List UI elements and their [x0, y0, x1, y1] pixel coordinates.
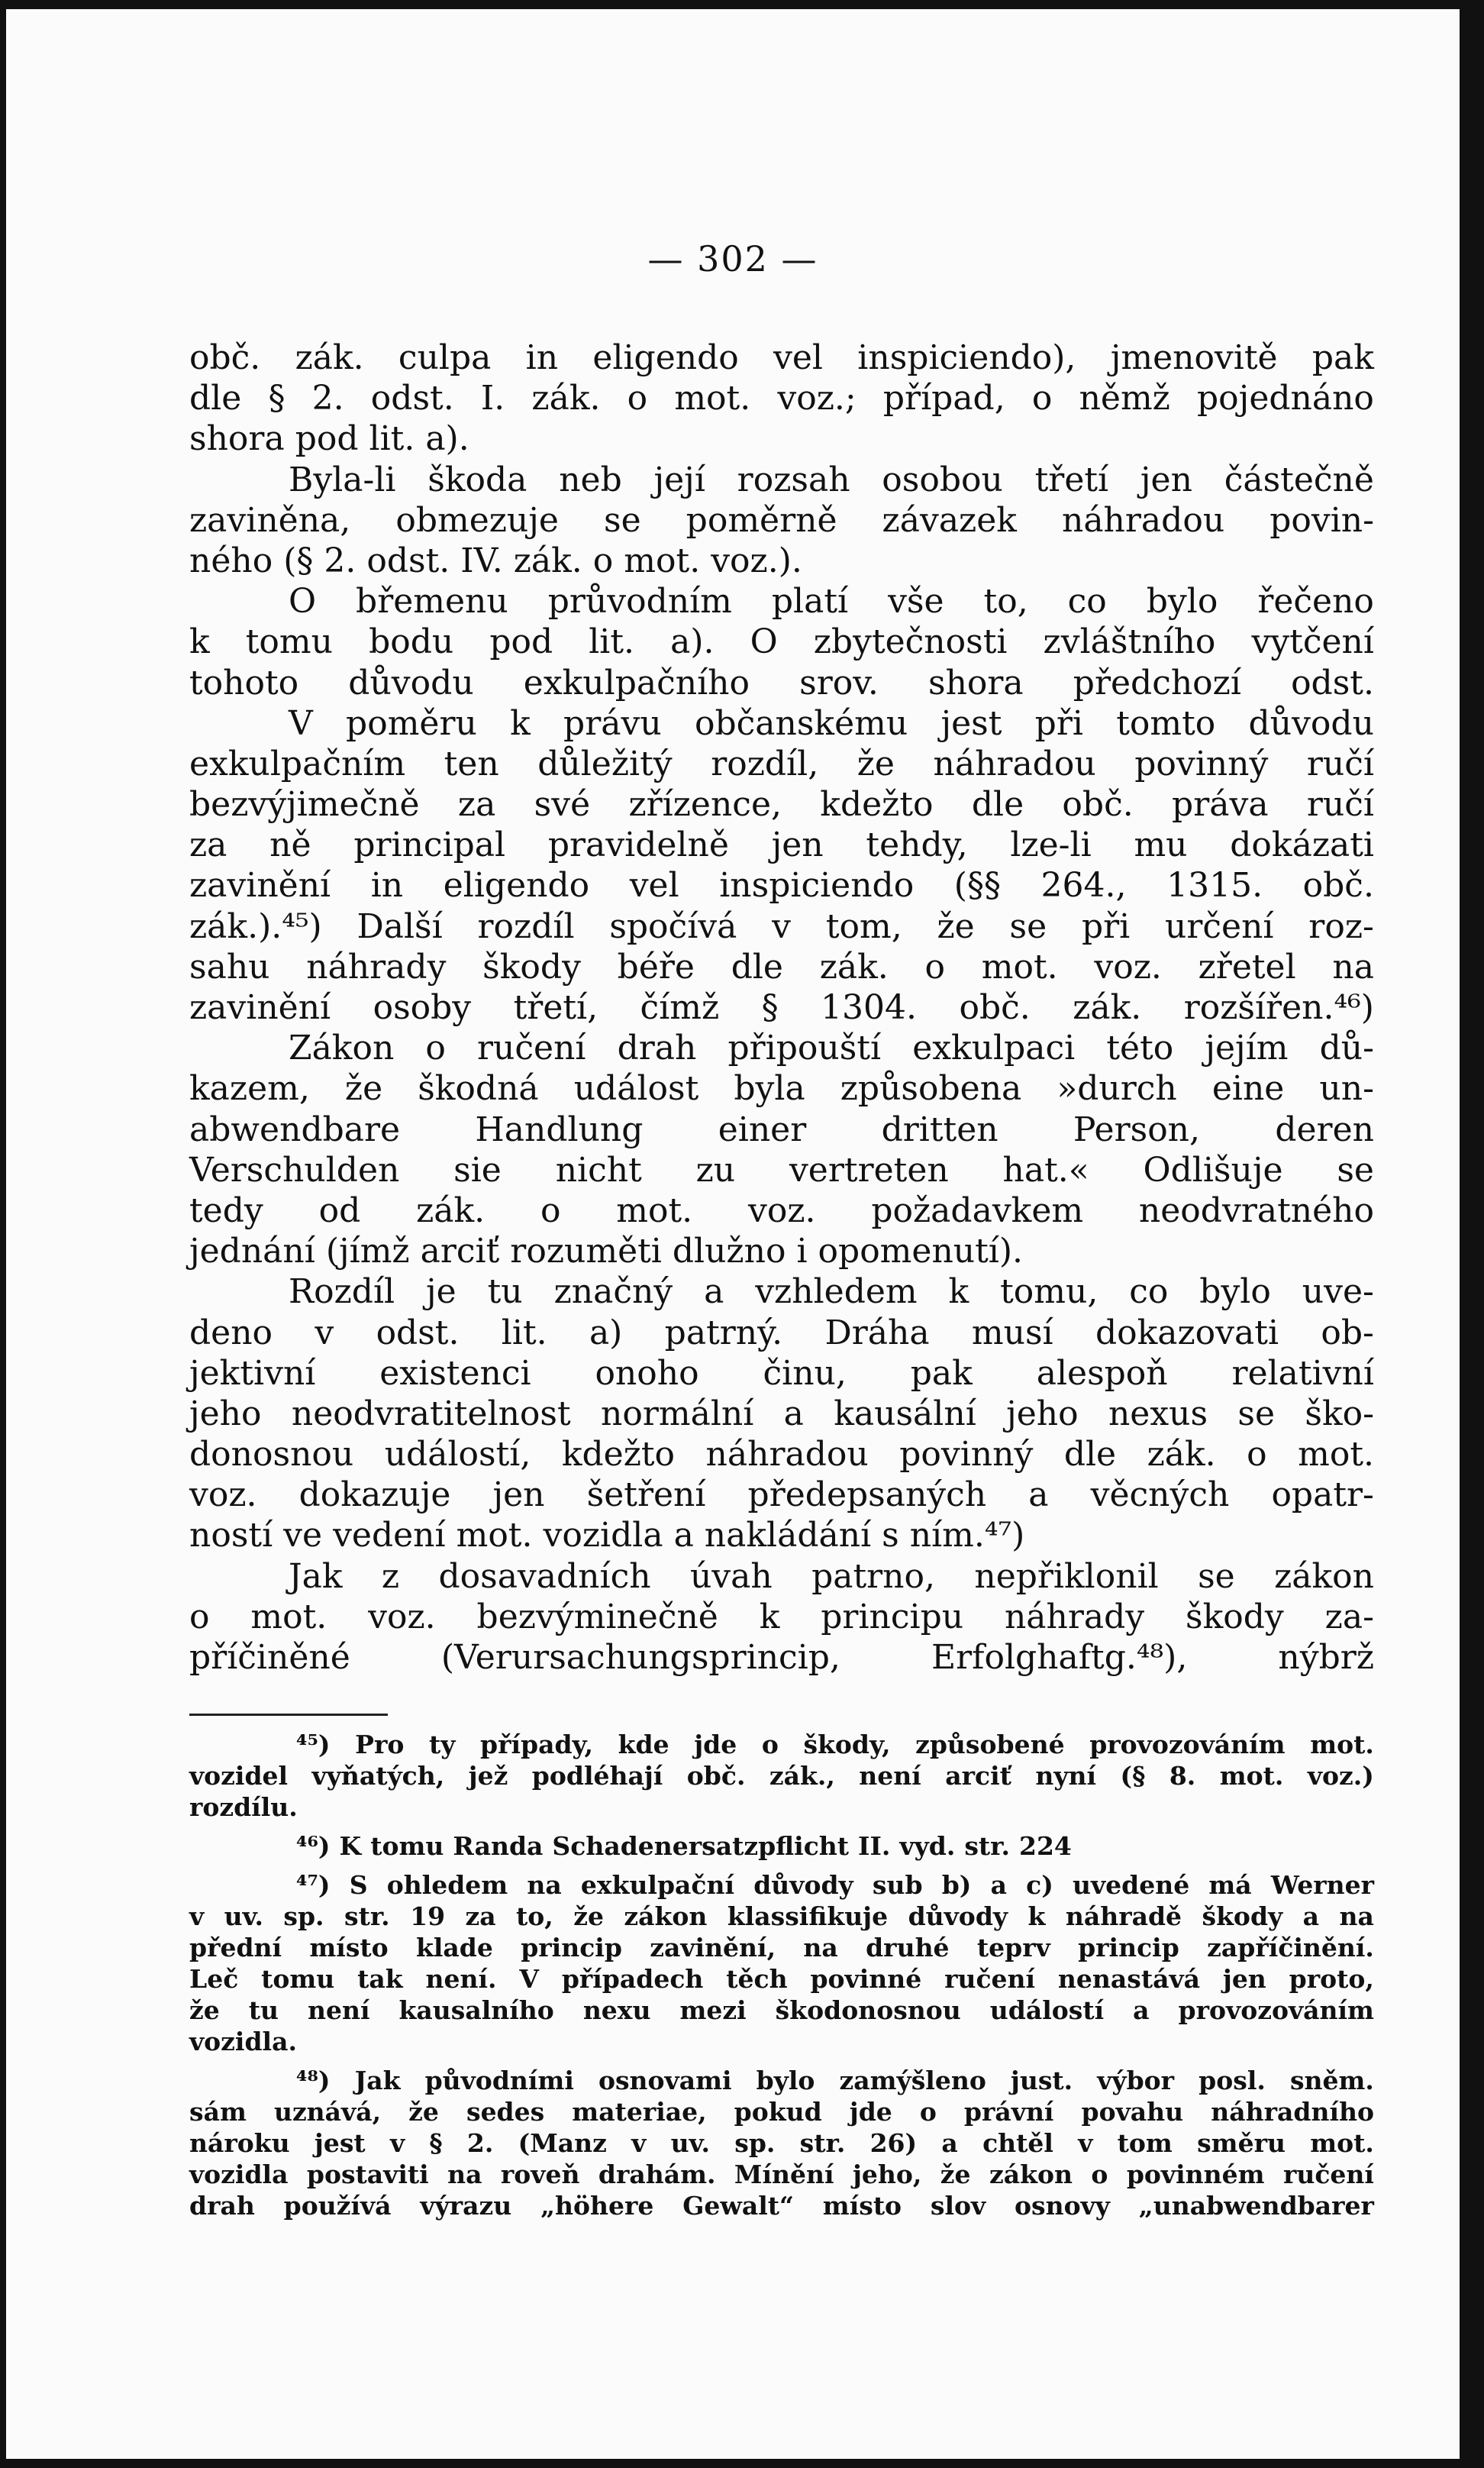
footnote-line: v uv. sp. str. 19 za to, že zákon klassifikuje důvody k náhradě škody a na — [189, 1901, 1374, 1931]
footnote-line: rozdílu. — [189, 1792, 298, 1822]
footnote-line: drah používá výrazu „höhere Gewalt“ místo slov osnovy „unabwendbarer — [189, 2191, 1374, 2221]
page-number: — 302 — — [647, 238, 818, 279]
text-line: jednání (jímž arciť rozuměti dlužno i opomenutí). — [189, 1232, 1024, 1271]
footnote-line: sám uznává, že sedes materiae, pokud jde o právní povahu náhradního — [189, 2097, 1374, 2127]
text-line: bezvýjimečně za své zřízence, kdežto dle obč. práva ručí — [189, 785, 1374, 825]
text-line: zavinění osoby třetí, čímž § 1304. obč. zák. rozšířen.⁴⁶) — [189, 988, 1374, 1027]
text-line: sahu náhrady škody béře dle zák. o mot. voz. zřetel na — [189, 947, 1374, 987]
text-line: jektivní existenci onoho činu, pak alespoň relativní — [189, 1353, 1374, 1393]
footnote-line: přední místo klade princip zavinění, na druhé teprv princip zapříčinění. — [189, 1933, 1374, 1962]
text-line: kazem, že škodná událost byla způsobena »durch eine un- — [189, 1069, 1374, 1109]
text-line: ného (§ 2. odst. IV. zák. o mot. voz.). — [189, 541, 802, 580]
main-text — [189, 338, 1374, 1678]
text-line: dle § 2. odst. I. zák. o mot. voz.; případ, o němž pojednáno — [189, 379, 1374, 418]
text-line: exkulpačním ten důležitý rozdíl, že náhradou povinný ručí — [189, 744, 1374, 783]
footnote-line: ⁴⁶) K tomu Randa Schadenersatzpflicht II. vyd. str. 224 — [296, 1831, 1072, 1861]
text-line: příčiněné (Verursachungsprincip, Erfolghaftg.⁴⁸), nýbrž — [189, 1638, 1374, 1677]
footnote-line: vozidel vyňatých, jež podléhají obč. zák., není arciť nyní (§ 8. mot. voz.) — [189, 1761, 1374, 1791]
text-line: o mot. voz. bezvýminečně k principu náhrady škody za- — [189, 1597, 1374, 1636]
text-line: Rozdíl je tu značný a vzhledem k tomu, co bylo uve- — [289, 1272, 1374, 1312]
text-line: zák.).⁴⁵) Další rozdíl spočívá v tom, že se při určení roz- — [189, 906, 1374, 946]
text-line: tohoto důvodu exkulpačního srov. shora předchozí odst. — [189, 663, 1374, 703]
text-line: V poměru k právu občanskému jest při tomto důvodu — [289, 703, 1374, 743]
book-page — [6, 9, 1460, 2459]
footnote-line: že tu není kausalního nexu mezi škodonosnou událostí a provozováním — [189, 1995, 1374, 2025]
text-line: shora pod lit. a). — [189, 419, 469, 459]
footnote-line: ⁴⁸) Jak původními osnovami bylo zamýšleno just. výbor posl. sněm. — [296, 2066, 1374, 2095]
footnote-separator — [189, 1714, 388, 1716]
footnote-line: vozidla postaviti na roveň drahám. Mínění jeho, že zákon o povinném ručení — [189, 2160, 1374, 2189]
text-line: abwendbare Handlung einer dritten Person, deren — [189, 1110, 1374, 1149]
text-line: ností ve vedení mot. vozidla a nakládání s ním.⁴⁷) — [189, 1516, 1025, 1555]
text-line: zavinění in eligendo vel inspiciendo (§§ 264., 1315. obč. — [189, 866, 1374, 906]
footnote-line: ⁴⁵) Pro ty případy, kde jde o škody, způsobené provozováním mot. — [296, 1730, 1374, 1759]
footnotes — [189, 1729, 1374, 2221]
text-line: Zákon o ručení drah připouští exkulpaci této jejím dů- — [289, 1029, 1374, 1068]
text-line: voz. dokazuje jen šetření předepsaných a věcných opatr- — [189, 1475, 1374, 1515]
text-line: k tomu bodu pod lit. a). O zbytečnosti zvláštního vytčení — [189, 622, 1374, 662]
footnote-line: vozidla. — [189, 2027, 297, 2056]
text-line: zaviněna, obmezuje se poměrně závazek náhradou povin- — [189, 500, 1374, 540]
text-line: jeho neodvratitelnost normální a kausální jeho nexus se ško- — [189, 1394, 1374, 1433]
text-line: Jak z dosavadních úvah patrno, nepřiklonil se zákon — [289, 1556, 1374, 1596]
text-line: O břemenu průvodním platí vše to, co bylo řečeno — [289, 582, 1374, 622]
text-line: Verschulden sie nicht zu vertreten hat.« Odlišuje se — [189, 1150, 1374, 1190]
text-line: deno v odst. lit. a) patrný. Dráha musí dokazovati ob- — [189, 1313, 1374, 1352]
text-line: tedy od zák. o mot. voz. požadavkem neodvratného — [189, 1190, 1374, 1230]
footnote-line: ⁴⁷) S ohledem na exkulpační důvody sub b) a c) uvedené má Werner — [296, 1870, 1374, 1900]
text-line: donosnou událostí, kdežto náhradou povinný dle zák. o mot. — [189, 1435, 1374, 1475]
footnote-line: nároku jest v § 2. (Manz v uv. sp. str. 26) a chtěl v tom směru mot. — [189, 2128, 1374, 2158]
text-line: za ně principal pravidelně jen tehdy, lze-li mu dokázati — [189, 825, 1374, 865]
text-line: obč. zák. culpa in eligendo vel inspiciendo), jmenovitě pak — [189, 338, 1374, 377]
text-line: Byla-li škoda neb její rozsah osobou třetí jen částečně — [289, 460, 1374, 499]
footnote-line: Leč tomu tak není. V případech těch povinné ručení nenastává jen proto, — [189, 1964, 1374, 1994]
